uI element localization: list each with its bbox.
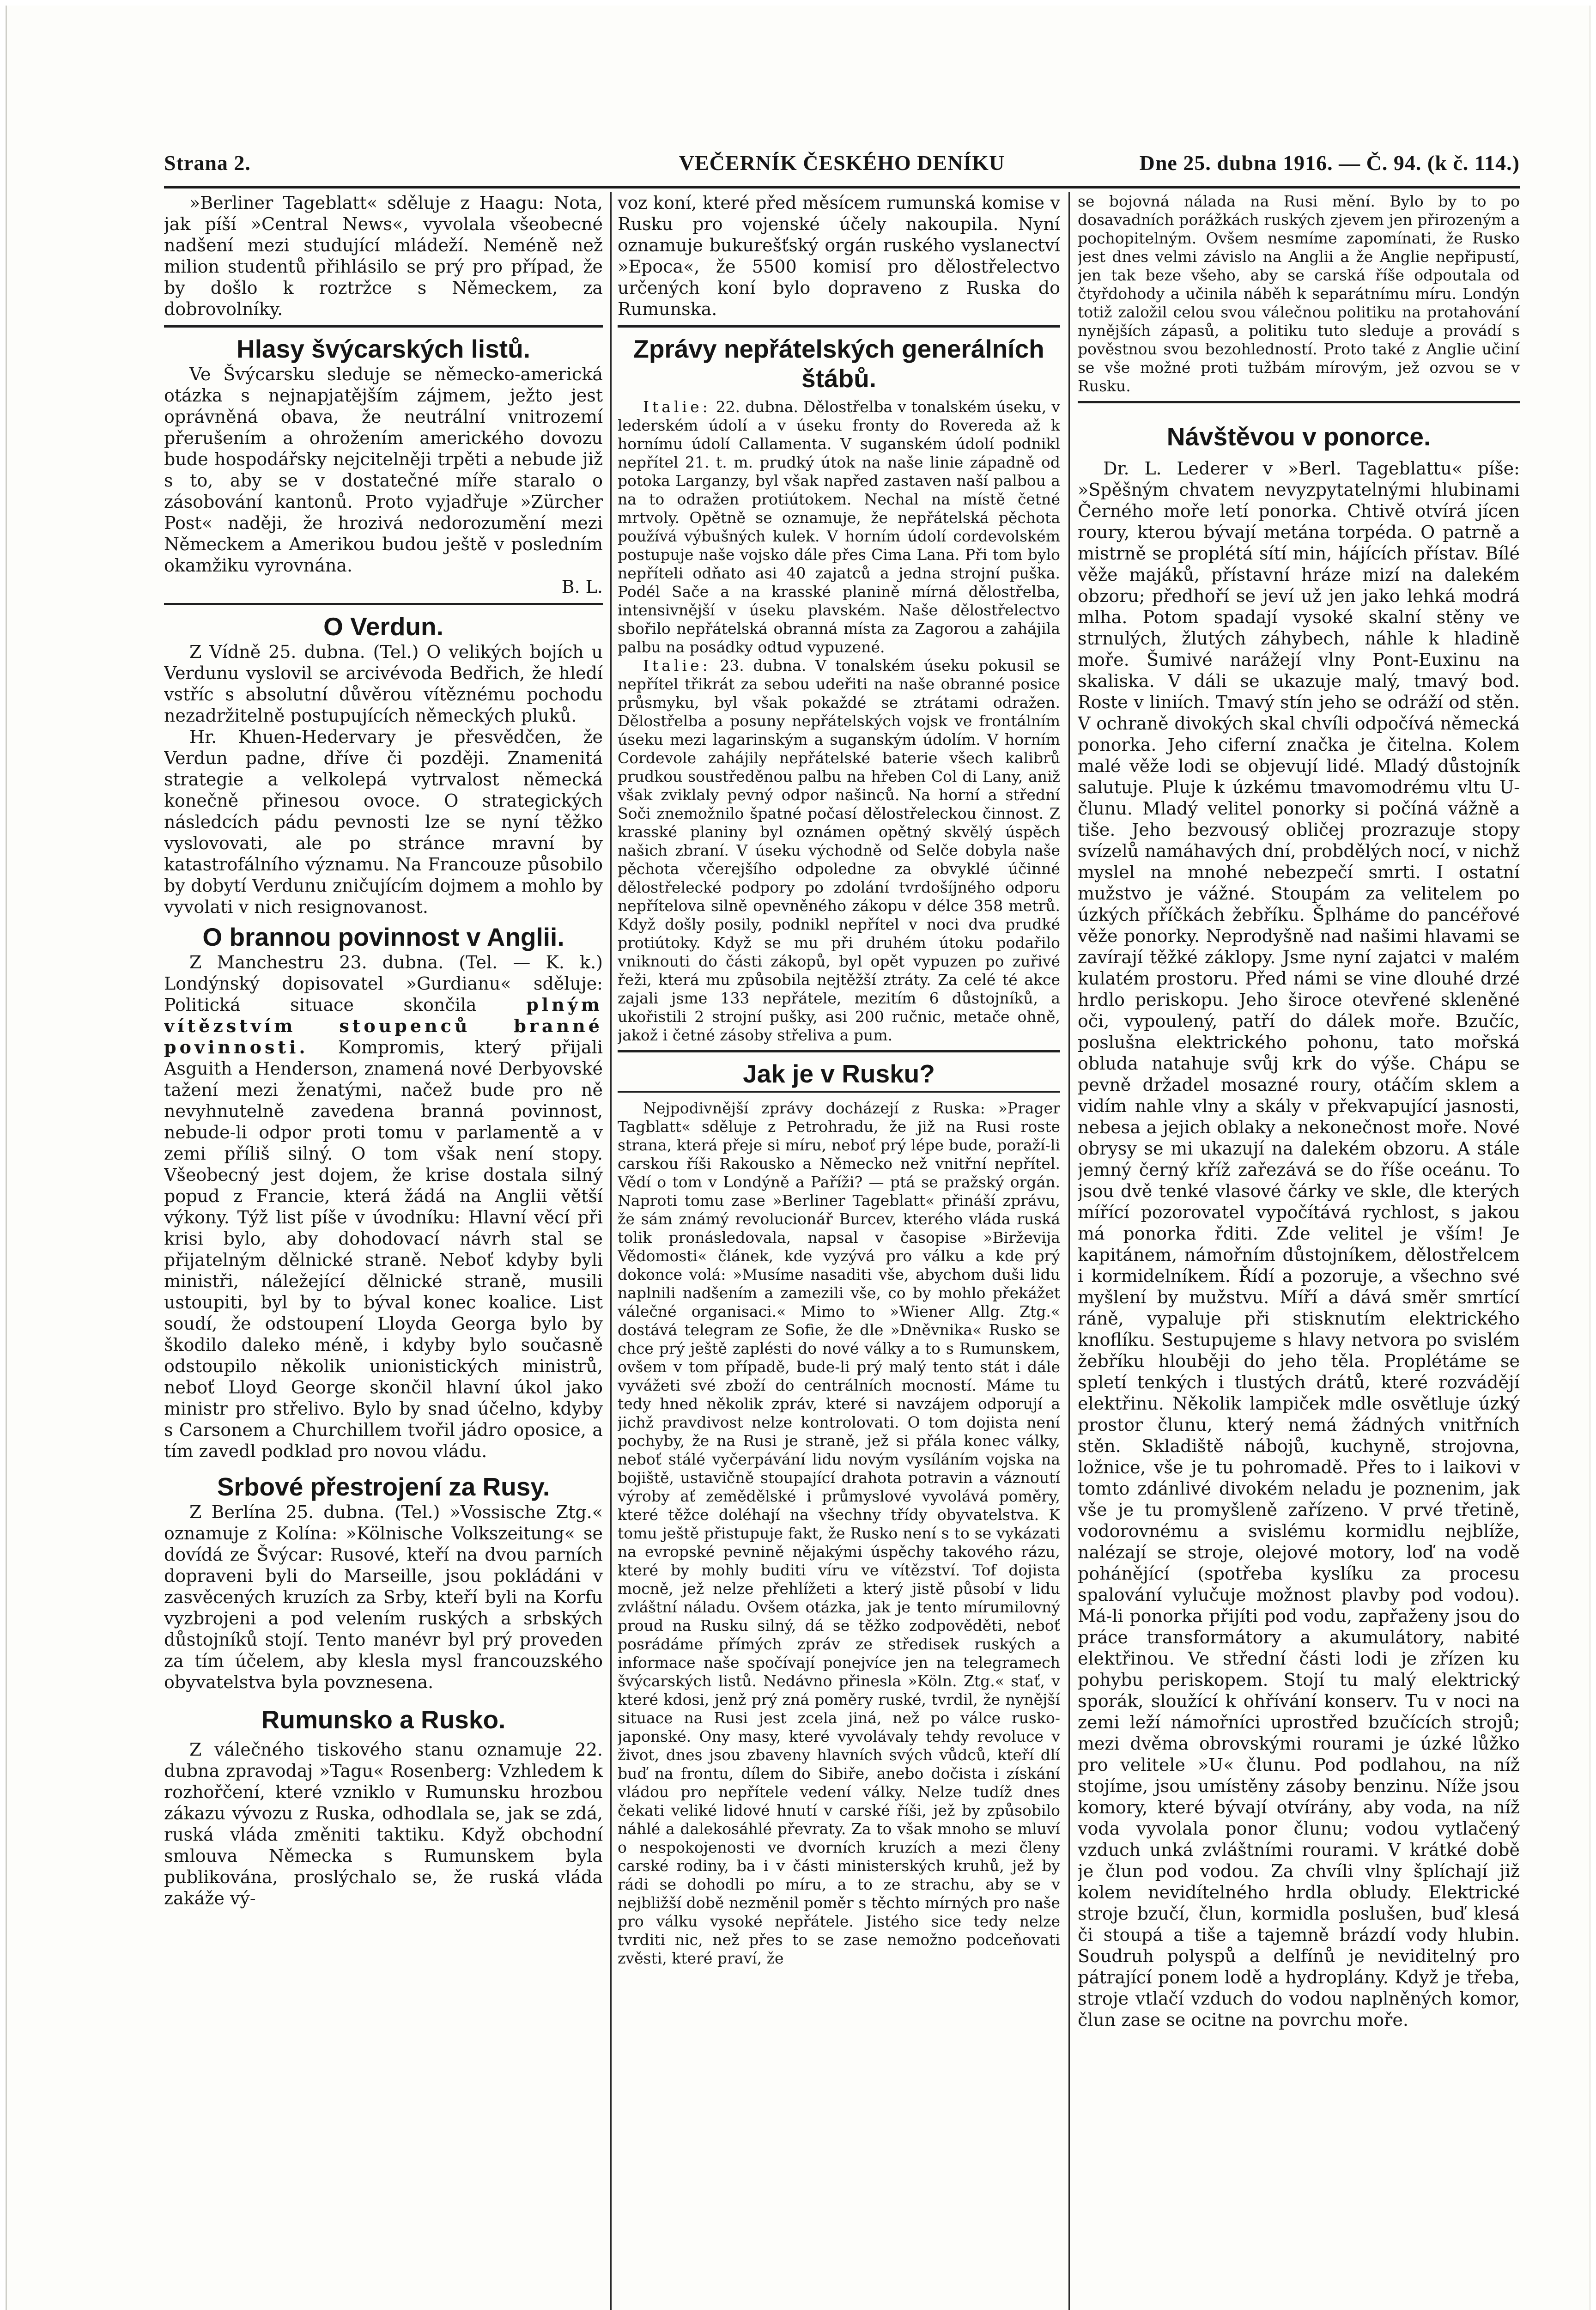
article-headline: O Verdun. [323, 612, 443, 641]
article-divider [164, 603, 603, 605]
column-3 [1078, 192, 1520, 2310]
issue-date: Dne 25. dubna 1916. — Č. 94. (k č. 114.) [1139, 151, 1520, 175]
paper-sheet [6, 6, 1590, 2310]
article-headline: Zprávy nepřátelských generálních štábů. [633, 334, 1044, 393]
dateline: Italie: [643, 657, 711, 675]
dateline: Italie: [643, 398, 711, 416]
newspaper-page [164, 144, 1520, 2310]
article-text: Ve Švýcarsku sleduje se německo-americká otázka s nejnapjatějším zájmem, ježto jest oprávněná obava, že neutrální vnitrozemí přerušením a ohrožením amerického dovozu bude hospodářsky nejcitelněji trpěti a nebude již s to, aby se v dostatečné míře staralo o zásobování kantonů. Proto vyjadřuje »Zürcher Post« naději, že hrozivá nedorozumění mezi Německem a Amerikou budou ještě v posledním okamžiku vyrovnána. B. L. [164, 364, 603, 597]
column-1 [164, 192, 603, 2310]
article-text: Z Berlína 25. dubna. (Tel.) »Vossische Ztg.« oznamuje z Kolína: »Kölnische Volkszeitung« se dovídá ze Švýcar: Rusové, kteří na dvou parních dopraveni byli do Marseille, jsou pokládáni v zasvěcených kruzích za Srby, kteří byli na Korfu vyzbrojeni a pod velením ruských a srbských důstojníků stojí. Tento manévr byl prý proveden za tím účelem, aby klesla mysl francouzského obyvatelstva byla povznesena. [164, 1502, 603, 1692]
article-headline: Jak je v Rusku? [743, 1059, 935, 1088]
article-headline: Rumunsko a Rusko. [261, 1705, 506, 1734]
article-divider [618, 1091, 1060, 1093]
article-text: Z Vídně 25. dubna. (Tel.) O velikých bojích u Verdunu vyslovil se arcivévoda Bedřich, že hledí vstříc s absolutní důvěrou vítěznému pochodu nezadržitelně postupujících německých pluků. [164, 642, 603, 726]
article-text: voz koní, které před měsícem rumunská komise v Rusku pro vojenské účely nakoupila. Nyní oznamuje bukurešťský orgán ruského vyslanectví »Epoca«, že 5500 komisí pro dělostřelectvo určených koní bylo dopraveno z Ruska do Rumunska. [618, 193, 1060, 319]
column-2 [618, 192, 1060, 2310]
article-text: Z Manchestru 23. dubna. (Tel. — K. k.) Londýnský dopisovatel »Gurdianu« sděluje: Politická situace skončila plným vítězstvím stoupenců branné povinnosti. Kompromis, který přijali Asguith a Henderson, znamená nové Derbyovské tažení mezi ženatými, načež bude pro ně nevyhnutelně zavedena branná povinnost, nebude-li odpor proti tomu v parlamentě a v zemi příliš silný. O tom však není stopy. Všeobecný jest dojem, že krise dostala silný popud z Francie, která žádá na Anglii větší výkony. Týž list píše v úvodníku: Hlavní věcí při krisi bylo, aby dohodovací návrh stal se přijatelným dělnické straně. Neboť kdyby byli ministři, náležející dělnické straně, musili ustoupiti, byl by to býval konec koalice. List soudí, že odstoupení Lloyda Georga bylo by škodilo daleko méně, i kdyby bylo současně odstoupilo několik unionistických ministrů, neboť Lloyd George skončil hlavní úkol jako ministr pro střelivo. Bylo by snad účelno, kdyby s Carsonem a Churchillem tvořil jádro oposice, a tím zavedl podklad pro novou vládu. [164, 952, 603, 1461]
article-text: Hr. Khuen-Hedervary je přesvědčen, že Verdun padne, dříve či později. Znamenitá strategie a velkolepá vytrvalost německá konečně přinesou ovoce. O strategických následcích pádu pevnosti lze se nyní těžko vyslovovati, ale po stránce mravní by katastrofálního významu. Na Francouze působilo by dobytí Verdunu zničujícím dojmem a mohlo by vyvolati v nich resignovanost. [164, 727, 603, 917]
article-text: »Berliner Tageblatt« sděluje z Haagu: Nota, jak píší »Central News«, vyvolala všeobecné nadšení mezi studující mládeží. Neméně než milion studentů přihlásilo se prý pro případ, že by došlo k roztržce s Německem, za dobrovolníky. [164, 193, 603, 319]
article-text: se bojovná nálada na Rusi mění. Bylo by to po dosavadních porážkách ruských zjevem jen přirozeným a pochopitelným. Ovšem nesmíme zapomínati, že Rusko jest dnes velmi závislo na Anglii a že Anglie nepřipustí, jen tak beze všeho, aby se carská říše odpoutala od čtyřdohody a učinila náběh k separátnímu míru. Londýn totiž založil celou svou válečnou politiku na protahování nynějších zápasů, a politiku tuto sleduje a provádí s pověstnou svou bezohledností. Proto také z Anglie učiní se vše možné proti tužbám mírovým, jež ozvou se v Rusku. [1078, 192, 1520, 395]
column-rule [610, 192, 612, 2310]
article-headline: Hlasy švýcarských listů. [237, 334, 530, 363]
page-number: Strana 2. [164, 151, 251, 175]
author-signature: B. L. [561, 577, 603, 597]
article-text: Dr. L. Lederer v »Berl. Tageblattu« píše: »Spěšným chvatem nevyzpytatelnými hlubinami Černého moře letí ponorka. Chtivě otvírá jícen roury, kterou bývají metána torpéda. O patrně a mistrně se proplétá sítí min, hájících přístav. Bílé věže majáků, přístavní hráze mizí na dalekém obzoru; předhoří se jeví už jen jako lehká modrá mlha. Potom spadají vysoké skalní stěny ve strnulých, žlutých záhybech, náhle k hladině moře. Šumivé narážejí vlny Pont-Euxinu na skaliska. V dáli se ukazuje malý, tmavý bod. Roste v liniích. Tmavý stín jeho se odráží od stěn. V ochraně divokých skal chvíli odpočívá německá ponorka. Jeho ciferní značka je čitelna. Kolem malé věže lodi se objevují lidé. Mladý důstojník salutuje. Pluje k úzkému tmavomodrému vltu U-člunu. Mladý velitel ponorky si počíná vážně a tiše. Jeho bezvousý obličej prozrazuje stopy svízelů namáhavých dní, probdělých nocí, v nichž myslel na mnohé nebezpečí smrti. I ostatní mužstvo je vážné. Stoupám za velitelem po úzkých příčkách žebříku. Šplháme do pancéřové věže ponorky. Neprodyšně nad našimi hlavami se zavírají těžké záklopy. Jsme nyní zajatci v malém kulatém prostoru. Před námi se vine dlouhé drzé hrdlo periskopu. Jeho široce otevřené skleněné oči, vypoulený, patří do dálek moře. Bzučíc, poslušna elektrického pohonu, tato mořská obluda natahuje svůj krk do výše. Chápu se pevně držadel mosazné roury, otáčím sklem a vidím nahle vlny a skály v překvapující jasnosti, nebesa a jejich oblaky a nekonečnost moře. Nové obrysy se mi ukazují na dalekém obzoru. A stále jemný černý kříž zařezává se do říše oceánu. To jsou dvě tenké vlasové čárky ve skle, dle kterých mířící pozorovatel vypočítává rychlost, s jakou má ponorka řditi. Zde velitel je vším! Je kapitánem, námořním důstojníkem, dělostřelcem i kormidelníkem. Řídí a pozoruje, a všechno své myšlení by mužstvu. Míří a dává směr smrtící ráně, vypaluje při stisknutím elektrického knoflíku. Sestupujeme s hlavy netvora po svislém žebříku hlouběji do jeho těla. Proplétáme se spletí tenkých i tlustých drátů, které rozvádějí elektřinu. Několik lampiček mdle osvětluje úzký prostor člunu, který nemá žádných vnitřních stěn. Skladiště nábojů, kuchyně, strojovna, ložnice, vše je tu pohromadě. Přes to i laikovi v tomto zdánlivé divokém neladu je poznenim, jak vše je tu promyšleně zařízeno. V prvé třetině, vodorovnému a svislému kormidlu nejblíže, nalézají se stroje, olejové motory, loď na vodě pohánějící (spotřeba kyslíku za procesu spalování vylučuje možnost plavby pod vodou). Má-li ponorka přijíti pod vodu, zapřaženy jsou do práce transformátory a akumulátory, nabité elektřinou. Ve střední části lodi je zřízen ku pohybu periskopem. Stojí tu malý elektrický sporák, sloužící k ohřívání konserv. Tu v noci na zemi leží námořníci uprostřed bzučících strojů; mezi dvěma obrovskými rourami je úzké lůžko pro velitele »U« člunu. Pod podlahou, na níž stojíme, jsou umístěny zásoby benzinu. Níže jsou komory, které bývají otvírány, aby voda, na níž voda vyvolala ponor člunu; vodou vytlačený vzduch unká zvláštními rourami. V krátké době je člun pod vodou. Za chvíli vlny šplíchají již kolem nevidítelného hrdla obludy. Elektrické stroje bzučí, člun, kormidla poslušen, buď klesá či stoupá a tiše a tajemně brázdí vody hlubin. Soudruh polyspů a delfínů je neviditelný pro pátrající ponem lodě a hydroplány. Když je třeba, stroje vtlačí vzduch do vodou naplněných komor, člun zase se ocitne na povrchu moře. [1078, 458, 1520, 2030]
article-headline: Návštěvou v ponorce. [1166, 422, 1431, 451]
article-divider [618, 1050, 1060, 1052]
article-text: Nejpodivnější zprávy docházejí z Ruska: »Prager Tagblatt« sděluje z Petrohradu, že již na Rusi roste strana, která přeje si míru, neboť prý lépe bude, poraží-li carskou říši Rakousko a Německo než vnitřní nepřítel. Vědí o tom v Londýně a Paříži? — ptá se pražský orgán. Naproti tomu zase »Berliner Tageblatt« přináší zprávu, že sám známý revolucionář Burcev, kterého vláda ruská tolik pronásledovala, napsal v časopise »Birževija Vědomosti« článek, kde vyzývá pro válku a kde prý dokonce volá: »Musíme nasaditi vše, abychom duši lidu naplnili nadšením a zamezili vše, co by mohlo překážet válečné organisaci.« Mimo to »Wiener Allg. Ztg.« dostává telegram ze Sofie, že dle »Dněvnika« Rusko se chce prý ještě zaplésti do nové války a to s Rumunskem, ovšem v tom případě, bude-li prý malý tento stát i dále vyvážeti své zboží do centrálních mocností. Máme tu tedy hned několik zpráv, které si navzájem odporují a jichž pravdivost nelze kontrolovati. O tom dojista není pochyby, že na Rusi je straně, jež si přála konec války, neboť stálé vyčerpávání lidu novým vysíláním vojska na bojiště, ustavičně stoupající drahota potravin a váznoutí výroby ať zemědělské i průmyslové vyvolává poměry, které těžce doléhají na všechny třídy obyvatelstva. K tomu ještě přistupuje fakt, že Rusko není s to se vykázati na evropské pevnině nějakými úspěchy takového rázu, které by mohly buditi víru ve vítězství. Tof dojista mocně, jež nelze přehlížeti a který jistě působí v lidu zvláštní náladu. Ovšem otázka, jak je tento mírumilovný proud na Rusku silný, dá se těžko zodpověděti, neboť posrádáme přímých zpráv ze středisek ruských a informace naše spočívají ponejvíce jen na telegramech švýcarských listů. Nedávno přinesla »Köln. Ztg.« stať, v které kdosi, jenž prý zná poměry ruské, tvrdil, že nynější situace na Rusi jest zcela jiná, než po válce rusko-japonské. Ony masy, které vyvolávaly tehdy revoluce v život, dnes jsou zbaveny hlavních svých vůdců, kteří dlí buď na frontu, dílem do Sibiře, anebo dočista i získání vládou pro nepřítele vedení války. Nelze tudíž dnes čekati veliké lidové hnutí v carské říši, jež by způsobilo náhlé a dalekosáhlé převraty. Za to však mnoho se mluví o nespokojenosti ve dvorních kruzích a mezi členy carské rodiny, ba i v části ministerských kruhů, jež by rádi se dohodli po míru, a to ze strachu, aby se v nejbližší době nezměnil poměr s těchto mírných pro naše pro válku vysoké nepřátele. Jistého sice tedy nelze tvrditi nic, než přes to se zase nemožno podceňovati zvěsti, které praví, že [618, 1099, 1060, 1967]
emphasized-text: plným vítězstvím stoupenců branné povinnosti. [164, 994, 603, 1058]
article-divider [164, 325, 603, 328]
newspaper-title: VEČERNÍK ČESKÉHO DENÍKU [679, 151, 1005, 175]
header-rule [164, 186, 1520, 188]
article-divider [1078, 401, 1520, 403]
article-headline: Srbové přestrojení za Rusy. [217, 1472, 550, 1501]
article-text: Italie: 22. dubna. Dělostřelba v tonalském úseku, v lederském údolí a v úseku fronty do Rovereda až k hornímu údolí Callamenta. V suganském údolí podnikl nepřítel 21. t. m. prudký útok na naše linie západně od potoka Larganzy, byl však napřed zastaven naší palbou a na to odražen protiútokem. Nechal na místě četné mrtvoly. Opětně se oznamuje, že nepřátelská pěchota používá výbušných kulek. V horním údolí cordevolském postupuje naše vojsko dále přes Cima Lana. Při tom bylo nepříteli odňato asi 40 zajatců a jedna strojní puška. Podél Sače a na krasské planině mírná dělostřelba, intensivnější v úseku plavském. Naše dělostřelectvo sbořilo nepřátelská obranná místa za Zagorou a zahájila palbu na posádky odtud vypuzené. [618, 398, 1060, 656]
article-text: Z válečného tiskového stanu oznamuje 22. dubna zpravodaj »Tagu« Rosenberg: Vzhledem k rozhořčení, které vzniklo v Rumunsku hrozbou zákazu vývozu z Ruska, odhodlala se, jak se zdá, ruská vláda změniti taktiku. Když obchodní smlouva Německa s Rumunskem byla publikována, proslýchalo se, že ruská vláda zakáže vý- [164, 1739, 603, 1909]
column-rule [1068, 192, 1070, 2310]
masthead [164, 151, 1520, 184]
article-text: Italie: 23. dubna. V tonalském úseku pokusil se nepřítel třikrát za sebou udeřiti na naše obranné posice průsmyku, byl však pokaždé se ztrátami odražen. Dělostřelba a posuny nepřátelských vojsk ve frontálním úseku mezi lagarinským a suganským údolím. V horním Cordevole zahájily nepřátelské baterie všech kalibrů prudkou soustředěnou palbu na hřeben Col di Lany, aniž však zviklaly pevný odpor našinců. Na horní a střední Soči znemožnilo špatné počasí dělostřeleckou činnost. Z krasské planiny byl oznámen opětný skvělý úspěch našich zbraní. V úseku východně od Selče dobyla naše pěchota včerejšího odpoledne za obvyklé účinné dělostřelecké podpory po zdolání tvrdošíjného odporu nepřítelova silně opevněného zákopu v délce 358 metrů. Když došly posily, podnikl nepřítel v noci dva prudké protiútoky. Když se mu při druhém útoku podařilo vniknouti do části zákopů, byl opět vypuzen po zuřivé řeži, která mu způsobila nejtěžší ztráty. Za celé té akce zajali jsme 133 nepřátele, mezitím 6 důstojníků, a ukořistili 2 strojní pušky, asi 200 ručnic, metače ohně, jakož i četné zásoby střeliva a pum. [618, 657, 1060, 1044]
article-headline: O brannou povinnost v Anglii. [202, 923, 564, 951]
article-divider [618, 325, 1060, 328]
